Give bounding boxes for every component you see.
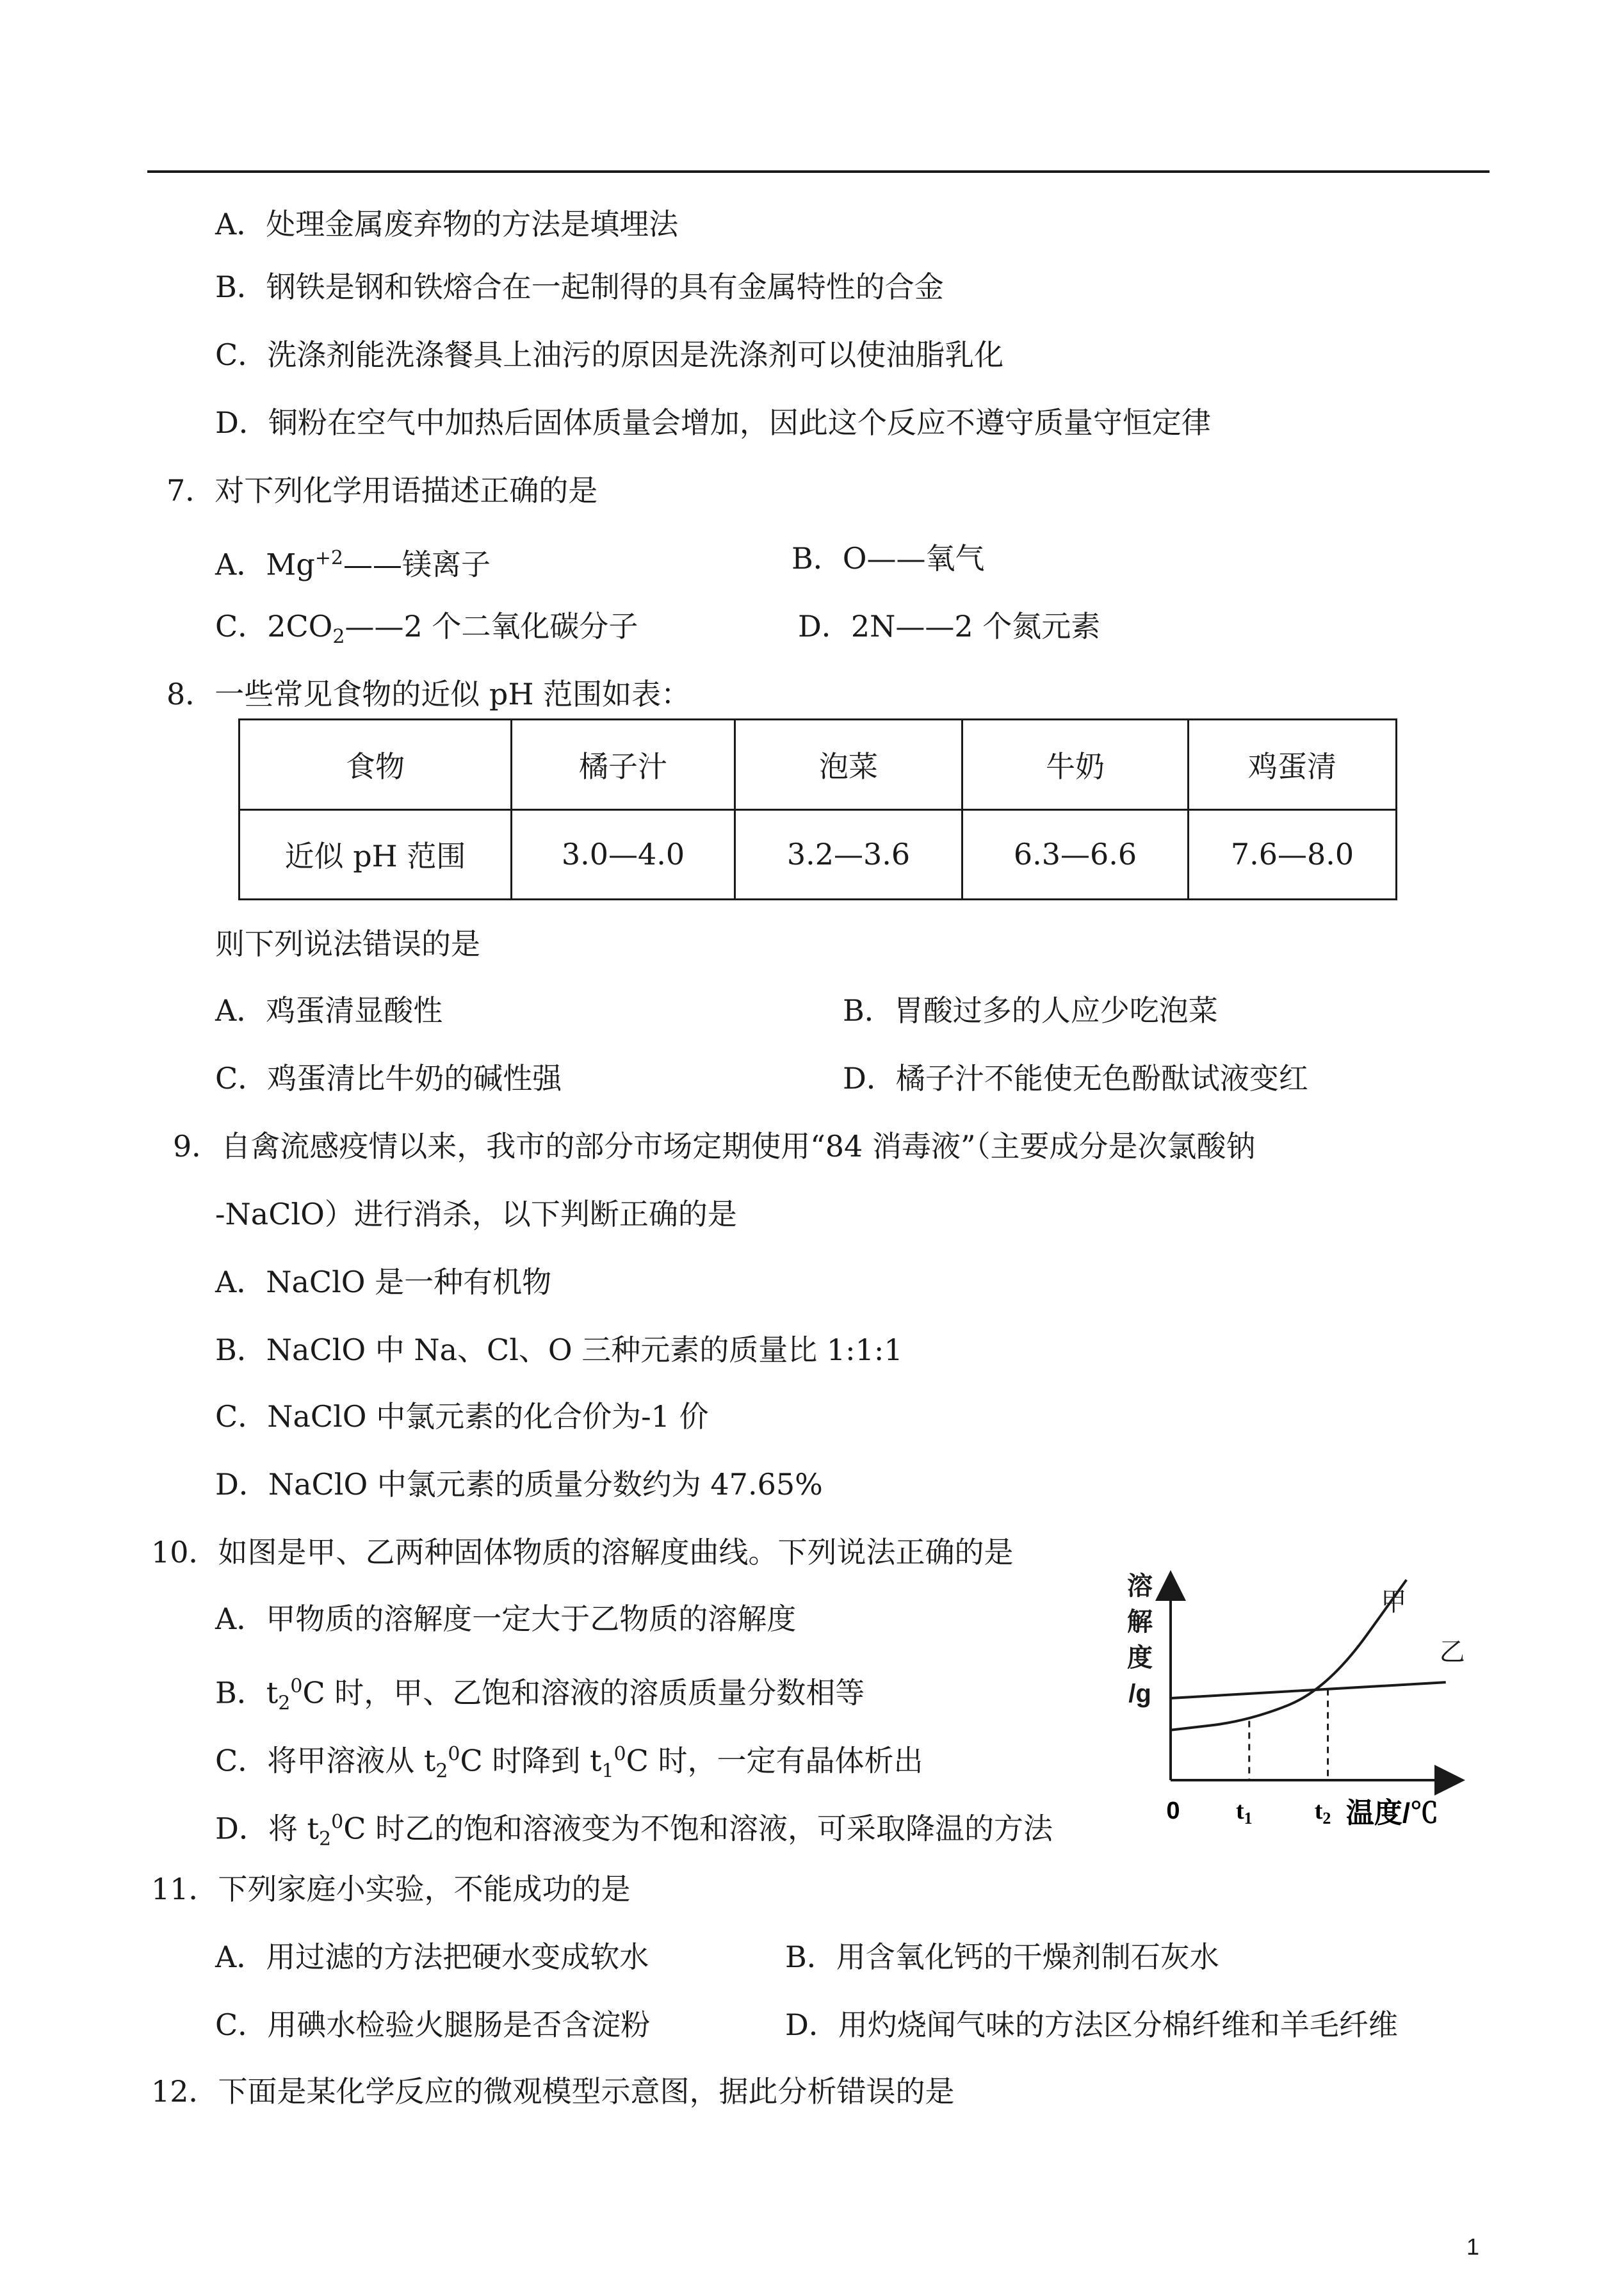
q9-option-b: B．NaClO 中 Na、Cl、O 三种元素的质量比 1:1:1 [215,1333,903,1367]
table-cell: 3.0—4.0 [512,809,735,900]
y-axis-label-char: 解 [1127,1608,1153,1636]
q11-option-a: A．用过滤的方法把硬水变成软水 [215,1940,649,1974]
series-label-1: 甲 [1381,1588,1407,1617]
table-cell: 食物 [240,720,512,810]
q8-option-d: D．橘子汁不能使无色酚酞试液变红 [843,1061,1308,1096]
table-cell: 近似 pH 范围 [240,809,512,900]
q6-option-d: D．铜粉在空气中加热后固体质量会增加，因此这个反应不遵守质量守恒定律 [215,405,1211,440]
q10-option-a: A．甲物质的溶解度一定大于乙物质的溶解度 [215,1602,797,1636]
q7-option-a: A．$Mg^{+2}——$镁离子 [215,547,491,582]
y-axis-label-char: 溶 [1127,1572,1153,1600]
q9-option-d: D．NaClO 中氯元素的质量分数约为 47.65% [215,1467,823,1502]
q10-option-b: B．$t_2^0C$ 时，甲、乙饱和溶液的溶质质量分数相等 [215,1675,865,1715]
q6-option-b: B．钢铁是钢和铁熔合在一起制得的具有金属特性的合金 [215,270,944,304]
table-cell: 橘子汁 [512,720,735,810]
x-axis-label: 温度/℃ [1345,1797,1439,1829]
table-cell: 鸡蛋清 [1189,720,1397,810]
q9-option-c: C．NaClO 中氯元素的化合价为-1 价 [215,1399,709,1434]
q8-option-a: A．鸡蛋清显酸性 [215,993,443,1028]
q9-stem-line1: 9．自禽流感疫情以来，我市的部分市场定期使用“84 消毒液”（主要成分是次氯酸钠 [173,1129,1256,1164]
page-number: 1 [1466,2234,1480,2260]
q11-option-c: C．用碘水检验火腿肠是否含淀粉 [215,2007,651,2042]
y-axis-label-char: /g [1128,1680,1151,1708]
table-cell: 牛奶 [962,720,1189,810]
q9-stem-line2: -NaClO）进行消杀，以下判断正确的是 [215,1197,737,1231]
q9-option-a: A．NaClO 是一种有机物 [215,1265,552,1299]
q11-option-b: B．用含氧化钙的干燥剂制石灰水 [785,1940,1219,1974]
q8-follow: 则下列说法错误的是 [215,927,480,961]
y-axis-label-char: 度 [1127,1644,1153,1672]
series-label-2: 乙 [1439,1638,1465,1667]
header-rule [147,170,1490,173]
q11-stem: 11．下列家庭小实验，不能成功的是 [151,1872,631,1906]
ph-table [238,718,1397,900]
solubility-chart [1121,1562,1479,1844]
table-cell: 7.6—8.0 [1189,809,1397,900]
q10-option-d: D．将 $t_2^0C$ 时乙的饱和溶液变为不饱和溶液，可采取降温的方法 [215,1811,1053,1851]
y-axis-label [1127,1572,1153,1708]
series-line-1 [1171,1580,1406,1730]
q6-option-a: A．处理金属废弃物的方法是填埋法 [215,207,679,241]
q7-stem: 7．对下列化学用语描述正确的是 [166,473,598,508]
table-header-row [240,720,1397,810]
origin-label: 0 [1166,1797,1180,1824]
q10-option-c: C．将甲溶液从 $t_2^0C$ 时降到 $t_1^0C$ 时，一定有晶体析出 [215,1743,923,1783]
table-cell: 6.3—6.6 [962,809,1189,900]
x-tick-label: $t_2$ [1314,1797,1331,1828]
q7-option-d: D．2N——2 个氮元素 [798,609,1101,644]
table-cell: 泡菜 [735,720,962,810]
q8-option-c: C．鸡蛋清比牛奶的碱性强 [215,1061,562,1096]
q11-option-d: D．用灼烧闻气味的方法区分棉纤维和羊毛纤维 [785,2007,1398,2042]
q7-option-c: C．$2CO_2——2$ 个二氧化碳分子 [215,609,638,649]
q8-option-b: B．胃酸过多的人应少吃泡菜 [843,993,1218,1028]
table-cell: 3.2—3.6 [735,809,962,900]
q7-option-b: B．O——氧气 [792,541,985,576]
table-row [240,809,1397,900]
q6-option-c: C．洗涤剂能洗涤餐具上油污的原因是洗涤剂可以使油脂乳化 [215,337,1004,372]
q8-stem: 8．一些常见食物的近似 pH 范围如表： [166,677,691,711]
q12-stem: 12．下面是某化学反应的微观模型示意图，据此分析错误的是 [151,2074,955,2109]
q10-stem: 10．如图是甲、乙两种固体物质的溶解度曲线。下列说法正确的是 [151,1535,1014,1569]
x-tick-label: $t_1$ [1235,1797,1253,1828]
